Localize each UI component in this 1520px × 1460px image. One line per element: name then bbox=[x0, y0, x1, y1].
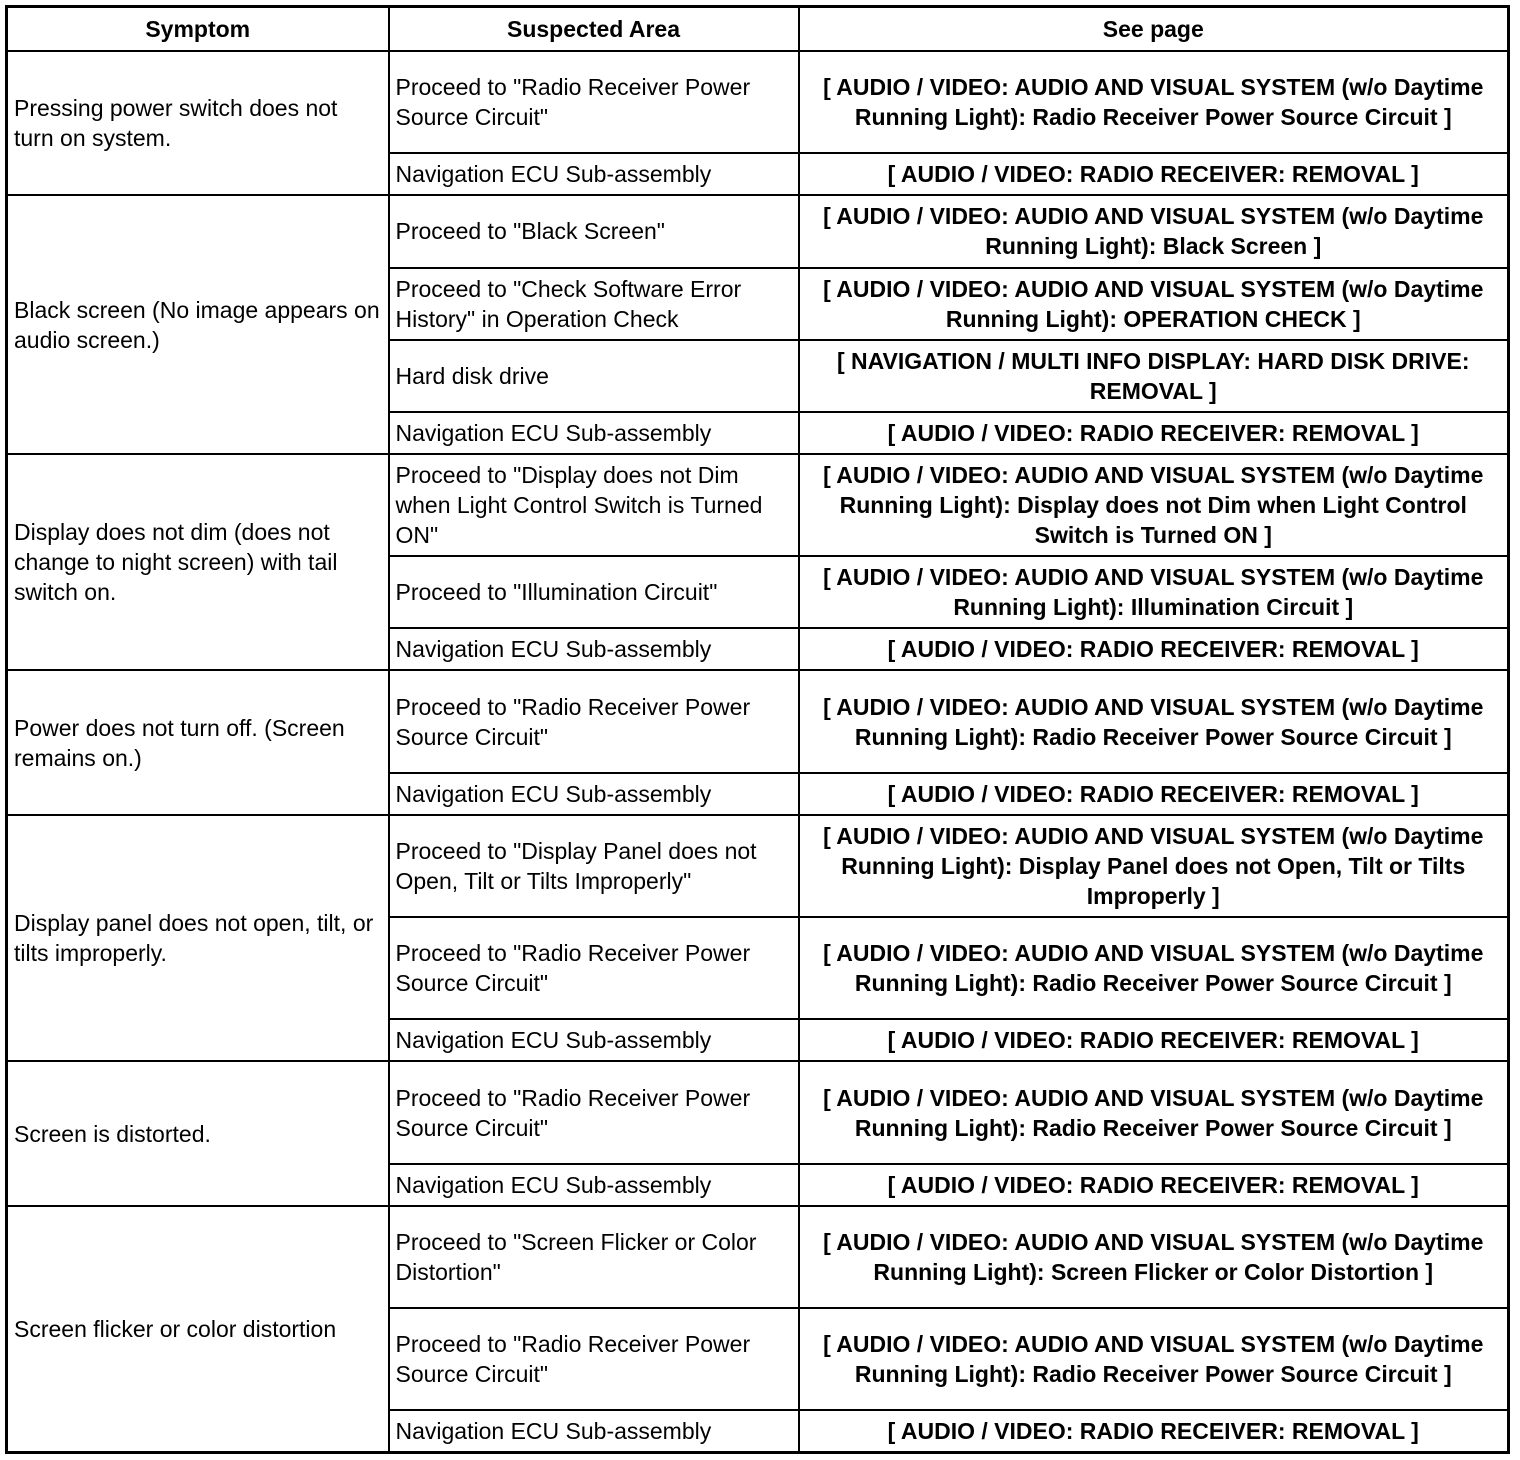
see-page-cell: [ AUDIO / VIDEO: AUDIO AND VISUAL SYSTEM (w/o Daytime Running Light): Screen Flicker or Color Distortion ] bbox=[799, 1206, 1509, 1308]
suspected-area-cell: Navigation ECU Sub-assembly bbox=[389, 773, 799, 815]
see-page-cell: [ AUDIO / VIDEO: RADIO RECEIVER: REMOVAL ] bbox=[799, 1164, 1509, 1206]
suspected-area-cell: Proceed to "Display does not Dim when Light Control Switch is Turned ON" bbox=[389, 454, 799, 556]
see-page-cell: [ AUDIO / VIDEO: AUDIO AND VISUAL SYSTEM (w/o Daytime Running Light): OPERATION CHECK ] bbox=[799, 268, 1509, 340]
see-page-cell: [ AUDIO / VIDEO: RADIO RECEIVER: REMOVAL ] bbox=[799, 1410, 1509, 1452]
suspected-area-cell: Navigation ECU Sub-assembly bbox=[389, 1019, 799, 1061]
table-row bbox=[7, 454, 1509, 556]
see-page-cell: [ AUDIO / VIDEO: AUDIO AND VISUAL SYSTEM (w/o Daytime Running Light): Black Screen ] bbox=[799, 195, 1509, 267]
table-row bbox=[7, 51, 1509, 153]
see-page-cell: [ AUDIO / VIDEO: AUDIO AND VISUAL SYSTEM (w/o Daytime Running Light): Radio Receiver Power Source Circuit ] bbox=[799, 917, 1509, 1019]
suspected-area-cell: Hard disk drive bbox=[389, 340, 799, 412]
header-symptom: Symptom bbox=[7, 7, 389, 52]
see-page-cell: [ AUDIO / VIDEO: RADIO RECEIVER: REMOVAL ] bbox=[799, 412, 1509, 454]
table-row bbox=[7, 195, 1509, 267]
table-row bbox=[7, 815, 1509, 917]
table-header bbox=[7, 7, 1509, 52]
suspected-area-cell: Navigation ECU Sub-assembly bbox=[389, 628, 799, 670]
see-page-cell: [ AUDIO / VIDEO: AUDIO AND VISUAL SYSTEM (w/o Daytime Running Light): Display does not Dim when Light Control Switch is Turned ON ] bbox=[799, 454, 1509, 556]
suspected-area-cell: Proceed to "Black Screen" bbox=[389, 195, 799, 267]
suspected-area-cell: Proceed to "Radio Receiver Power Source Circuit" bbox=[389, 1061, 799, 1163]
see-page-cell: [ AUDIO / VIDEO: AUDIO AND VISUAL SYSTEM (w/o Daytime Running Light): Radio Receiver Power Source Circuit ] bbox=[799, 1308, 1509, 1410]
suspected-area-cell: Proceed to "Check Software Error History" in Operation Check bbox=[389, 268, 799, 340]
suspected-area-cell: Navigation ECU Sub-assembly bbox=[389, 153, 799, 195]
see-page-cell: [ AUDIO / VIDEO: RADIO RECEIVER: REMOVAL ] bbox=[799, 1019, 1509, 1061]
symptom-cell: Screen flicker or color distortion bbox=[7, 1206, 389, 1453]
suspected-area-cell: Navigation ECU Sub-assembly bbox=[389, 1164, 799, 1206]
suspected-area-cell: Navigation ECU Sub-assembly bbox=[389, 412, 799, 454]
suspected-area-cell: Proceed to "Radio Receiver Power Source Circuit" bbox=[389, 670, 799, 772]
suspected-area-cell: Proceed to "Display Panel does not Open, Tilt or Tilts Improperly" bbox=[389, 815, 799, 917]
suspected-area-cell: Proceed to "Screen Flicker or Color Distortion" bbox=[389, 1206, 799, 1308]
symptom-table bbox=[5, 5, 1510, 1454]
table-row bbox=[7, 1061, 1509, 1163]
see-page-cell: [ AUDIO / VIDEO: RADIO RECEIVER: REMOVAL ] bbox=[799, 773, 1509, 815]
symptom-cell: Display panel does not open, tilt, or tilts improperly. bbox=[7, 815, 389, 1062]
see-page-cell: [ AUDIO / VIDEO: RADIO RECEIVER: REMOVAL ] bbox=[799, 628, 1509, 670]
see-page-cell: [ AUDIO / VIDEO: AUDIO AND VISUAL SYSTEM (w/o Daytime Running Light): Illumination Circuit ] bbox=[799, 556, 1509, 628]
symptom-cell: Screen is distorted. bbox=[7, 1061, 389, 1205]
suspected-area-cell: Navigation ECU Sub-assembly bbox=[389, 1410, 799, 1452]
header-row bbox=[7, 7, 1509, 52]
suspected-area-cell: Proceed to "Radio Receiver Power Source Circuit" bbox=[389, 51, 799, 153]
see-page-cell: [ AUDIO / VIDEO: AUDIO AND VISUAL SYSTEM (w/o Daytime Running Light): Radio Receiver Power Source Circuit ] bbox=[799, 670, 1509, 772]
see-page-cell: [ NAVIGATION / MULTI INFO DISPLAY: HARD DISK DRIVE: REMOVAL ] bbox=[799, 340, 1509, 412]
symptom-cell: Power does not turn off. (Screen remains on.) bbox=[7, 670, 389, 814]
see-page-cell: [ AUDIO / VIDEO: AUDIO AND VISUAL SYSTEM (w/o Daytime Running Light): Radio Receiver Power Source Circuit ] bbox=[799, 51, 1509, 153]
symptom-cell: Display does not dim (does not change to night screen) with tail switch on. bbox=[7, 454, 389, 671]
table-row bbox=[7, 670, 1509, 772]
table-row bbox=[7, 1206, 1509, 1308]
symptom-cell: Pressing power switch does not turn on system. bbox=[7, 51, 389, 195]
header-see-page: See page bbox=[799, 7, 1509, 52]
see-page-cell: [ AUDIO / VIDEO: AUDIO AND VISUAL SYSTEM (w/o Daytime Running Light): Radio Receiver Power Source Circuit ] bbox=[799, 1061, 1509, 1163]
suspected-area-cell: Proceed to "Radio Receiver Power Source Circuit" bbox=[389, 917, 799, 1019]
suspected-area-cell: Proceed to "Illumination Circuit" bbox=[389, 556, 799, 628]
symptom-cell: Black screen (No image appears on audio screen.) bbox=[7, 195, 389, 454]
see-page-cell: [ AUDIO / VIDEO: RADIO RECEIVER: REMOVAL ] bbox=[799, 153, 1509, 195]
see-page-cell: [ AUDIO / VIDEO: AUDIO AND VISUAL SYSTEM (w/o Daytime Running Light): Display Panel does not Open, Tilt or Tilts Improperly ] bbox=[799, 815, 1509, 917]
suspected-area-cell: Proceed to "Radio Receiver Power Source Circuit" bbox=[389, 1308, 799, 1410]
header-suspected-area: Suspected Area bbox=[389, 7, 799, 52]
table-body bbox=[7, 51, 1509, 1453]
